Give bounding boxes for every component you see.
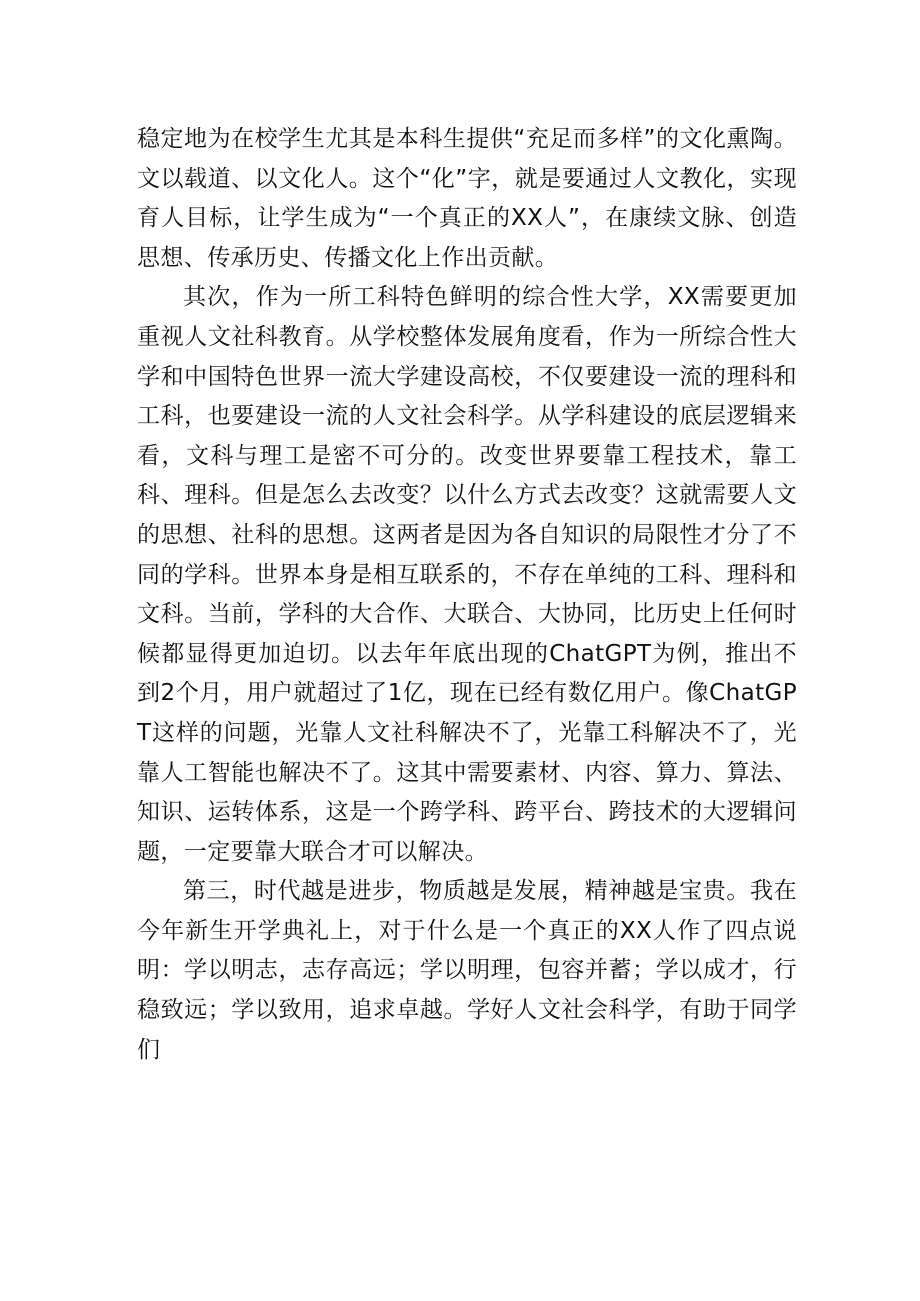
paragraph-2: 其次，作为一所工科特色鲜明的综合性大学，XX需要更加重视人文社科教育。从学校整体发展角度看，作为一所综合性大学和中国特色世界一流大学建设高校，不仅要建设一流的理科和工科，也要建设一流的人文社会科学。从学科建设的底层逻辑来看，文科与理工是密不可分的。改变世界要靠工程技术，靠工科、理科。但是怎么去改变？以什么方式去改变？这就需要人文的思想、社科的思想。这两者是因为各自知识的局限性才分了不同的学科。世界本身是相互联系的，不存在单纯的工科、理科和文科。当前，学科的大合作、大联合、大协同，比历史上任何时候都显得更加迫切。以去年年底出现的ChatGPT为例，推出不到2个月，用户就超过了1亿，现在已经有数亿用户。像ChatGPT这样的问题，光靠人文社科解决不了，光靠工科解决不了，光靠人工智能也解决不了。这其中需要素材、内容、算力、算法、知识、运转体系，这是一个跨学科、跨平台、跨技术的大逻辑问题，一定要靠大联合才可以解决。 bbox=[137, 284, 797, 865]
paragraph-3: 第三，时代越是进步，物质越是发展，精神越是宝贵。我在今年新生开学典礼上，对于什么是一个真正的XX人作了四点说明：学以明志，志存高远；学以明理，包容并蓄；学以成才，行稳致远；学以致用，追求卓越。学好人文社会科学，有助于同学们 bbox=[137, 878, 797, 1063]
document-body bbox=[137, 120, 797, 1070]
paragraph-1: 稳定地为在校学生尤其是本科生提供“充足而多样”的文化熏陶。文以载道、以文化人。这个“化”字，就是要通过人文教化，实现育人目标，让学生成为“一个真正的XX人”，在康续文脉、创造思想、传承历史、传播文化上作出贡献。 bbox=[137, 126, 797, 271]
